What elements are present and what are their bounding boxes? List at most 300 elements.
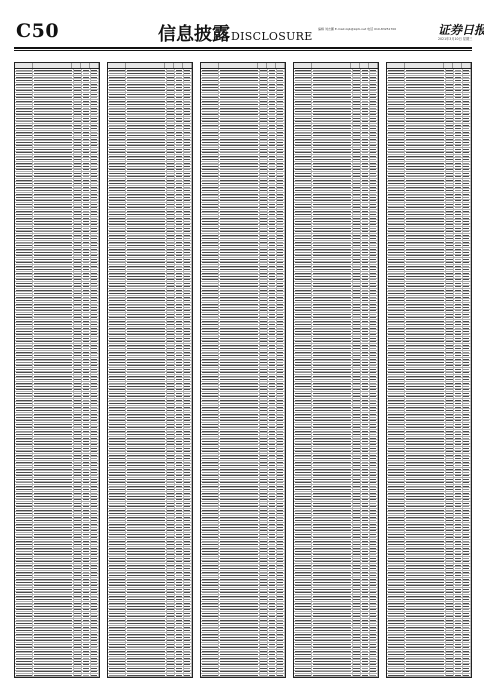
table-cell xyxy=(91,674,99,676)
table-cell xyxy=(74,76,82,78)
table-cell xyxy=(74,169,82,171)
table-cell xyxy=(126,595,166,597)
table-cell xyxy=(268,402,276,404)
table-cell xyxy=(219,320,259,322)
table-cell xyxy=(260,454,268,456)
table-cell xyxy=(277,172,285,174)
table-cell xyxy=(184,609,192,611)
table-cell xyxy=(74,399,82,401)
table-cell xyxy=(260,416,268,418)
table-cell xyxy=(33,616,73,618)
table-cell xyxy=(175,554,183,556)
table-cell xyxy=(260,275,268,277)
table-cell xyxy=(184,499,192,501)
table-cell xyxy=(74,674,82,676)
table-cell xyxy=(268,519,276,521)
table-cell xyxy=(277,385,285,387)
table-cell xyxy=(167,409,175,411)
table-cell xyxy=(74,664,82,666)
table-cell xyxy=(167,416,175,418)
table-cell xyxy=(277,258,285,260)
table-cell xyxy=(33,509,73,511)
table-cell xyxy=(219,172,259,174)
table-cell xyxy=(175,255,183,257)
table-cell xyxy=(201,451,219,453)
table-cell xyxy=(126,523,166,525)
table-cell xyxy=(74,107,82,109)
table-cell xyxy=(33,289,73,291)
table-cell xyxy=(277,310,285,312)
table-cell xyxy=(91,90,99,92)
table-cell xyxy=(277,475,285,477)
table-cell xyxy=(74,323,82,325)
table-cell xyxy=(175,464,183,466)
table-cell xyxy=(74,141,82,143)
table-cell xyxy=(91,502,99,504)
table-cell xyxy=(33,76,73,78)
table-cell xyxy=(219,547,259,549)
table-cell xyxy=(33,550,73,552)
table-cell xyxy=(260,303,268,305)
table-cell xyxy=(260,337,268,339)
table-cell xyxy=(184,423,192,425)
table-cell xyxy=(175,571,183,573)
table-cell xyxy=(108,162,126,164)
table-cell xyxy=(108,358,126,360)
table-cell xyxy=(167,93,175,95)
table-cell xyxy=(219,114,259,116)
table-cell xyxy=(260,103,268,105)
table-cell xyxy=(201,207,219,209)
table-cell xyxy=(277,127,285,129)
table-cell xyxy=(33,310,73,312)
table-cell xyxy=(167,378,175,380)
table-cell xyxy=(184,365,192,367)
table-cell xyxy=(201,330,219,332)
table-cell xyxy=(108,378,126,380)
table-cell xyxy=(175,317,183,319)
table-cell xyxy=(15,347,33,349)
table-cell xyxy=(167,581,175,583)
table-cell xyxy=(175,327,183,329)
table-cell xyxy=(175,598,183,600)
table-cell xyxy=(15,540,33,542)
table-cell xyxy=(184,224,192,226)
table-cell xyxy=(277,313,285,315)
table-cell xyxy=(184,636,192,638)
table-cell xyxy=(184,440,192,442)
table-cell xyxy=(74,217,82,219)
table-cell xyxy=(33,385,73,387)
table-cell xyxy=(108,385,126,387)
table-cell xyxy=(33,134,73,136)
table-cell xyxy=(74,540,82,542)
table-cell xyxy=(268,327,276,329)
table-cell xyxy=(184,378,192,380)
table-cell xyxy=(260,382,268,384)
table-cell xyxy=(260,526,268,528)
table-cell xyxy=(33,495,73,497)
table-cell xyxy=(268,296,276,298)
table-cell xyxy=(277,416,285,418)
table-cell xyxy=(91,341,99,343)
table-cell xyxy=(108,289,126,291)
table-cell xyxy=(167,502,175,504)
table-cell xyxy=(260,265,268,267)
table-cell xyxy=(201,72,219,74)
table-cell xyxy=(91,461,99,463)
table-cell xyxy=(268,378,276,380)
table-cell xyxy=(219,279,259,281)
table-cell xyxy=(82,567,90,569)
table-cell xyxy=(260,93,268,95)
table-cell xyxy=(108,598,126,600)
table-cell xyxy=(175,643,183,645)
table-cell xyxy=(184,138,192,140)
table-cell xyxy=(167,152,175,154)
table-cell xyxy=(108,667,126,669)
table-cell xyxy=(33,677,73,678)
table-cell xyxy=(175,609,183,611)
table-cell xyxy=(219,265,259,267)
table-cell xyxy=(126,100,166,102)
table-cell xyxy=(15,512,33,514)
table-cell xyxy=(219,100,259,102)
table-cell xyxy=(184,189,192,191)
table-cell xyxy=(91,457,99,459)
table-cell xyxy=(33,372,73,374)
table-cell xyxy=(91,512,99,514)
table-cell xyxy=(175,653,183,655)
table-cell xyxy=(126,69,166,71)
table-cell xyxy=(33,365,73,367)
table-cell xyxy=(33,344,73,346)
table-cell xyxy=(201,485,219,487)
table-cell xyxy=(74,131,82,133)
table-cell xyxy=(175,365,183,367)
table-cell xyxy=(175,595,183,597)
table-cell xyxy=(260,124,268,126)
table-cell xyxy=(126,323,166,325)
table-cell xyxy=(184,647,192,649)
table-cell xyxy=(167,540,175,542)
table-cell xyxy=(91,557,99,559)
table-cell xyxy=(82,268,90,270)
table-cell xyxy=(167,176,175,178)
table-cell xyxy=(260,286,268,288)
table-cell xyxy=(91,117,99,119)
table-cell xyxy=(15,516,33,518)
table-cell xyxy=(184,303,192,305)
table-cell xyxy=(219,224,259,226)
table-cell xyxy=(175,100,183,102)
table-cell xyxy=(184,677,192,678)
table-cell xyxy=(15,567,33,569)
table-cell xyxy=(184,492,192,494)
table-cell xyxy=(15,103,33,105)
table-cell xyxy=(184,100,192,102)
table-cell xyxy=(201,262,219,264)
table-cell xyxy=(175,176,183,178)
table-cell xyxy=(33,72,73,74)
table-cell xyxy=(82,650,90,652)
table-cell xyxy=(184,169,192,171)
table-cell xyxy=(126,602,166,604)
table-cell xyxy=(277,457,285,459)
table-cell xyxy=(175,499,183,501)
table-cell xyxy=(277,427,285,429)
table-cell xyxy=(277,110,285,112)
table-cell xyxy=(74,420,82,422)
table-cell xyxy=(201,200,219,202)
table-cell xyxy=(15,588,33,590)
table-cell xyxy=(219,506,259,508)
table-cell xyxy=(167,114,175,116)
table-cell xyxy=(74,186,82,188)
table-cell xyxy=(33,248,73,250)
table-cell xyxy=(184,351,192,353)
table-cell xyxy=(184,502,192,504)
table-cell xyxy=(74,93,82,95)
table-cell xyxy=(91,523,99,525)
table-cell xyxy=(33,268,73,270)
table-cell xyxy=(268,279,276,281)
table-cell xyxy=(184,323,192,325)
table-cell xyxy=(219,344,259,346)
table-cell xyxy=(184,124,192,126)
table-cell xyxy=(82,564,90,566)
table-cell xyxy=(74,282,82,284)
table-cell xyxy=(15,351,33,353)
table-cell xyxy=(82,196,90,198)
table-cell xyxy=(201,396,219,398)
table-cell xyxy=(33,317,73,319)
table-cell xyxy=(108,526,126,528)
table-cell xyxy=(175,413,183,415)
table-cell xyxy=(167,574,175,576)
table-cell xyxy=(277,114,285,116)
table-cell xyxy=(15,533,33,535)
table-cell xyxy=(108,657,126,659)
table-cell xyxy=(108,433,126,435)
table-cell xyxy=(201,182,219,184)
table-cell xyxy=(167,595,175,597)
table-cell xyxy=(108,158,126,160)
table-cell xyxy=(33,303,73,305)
table-cell xyxy=(175,131,183,133)
table-cell xyxy=(33,585,73,587)
table-cell xyxy=(74,561,82,563)
table-cell xyxy=(82,516,90,518)
table-cell xyxy=(126,258,166,260)
table-cell xyxy=(219,392,259,394)
table-cell xyxy=(126,162,166,164)
table-cell xyxy=(108,674,126,676)
table-cell xyxy=(15,83,33,85)
table-cell xyxy=(108,310,126,312)
table-cell xyxy=(82,427,90,429)
table-cell xyxy=(33,636,73,638)
table-cell xyxy=(33,347,73,349)
table-cell xyxy=(201,433,219,435)
table-cell xyxy=(277,461,285,463)
table-cell xyxy=(33,323,73,325)
table-cell xyxy=(126,127,166,129)
table-cell xyxy=(126,389,166,391)
table-cell xyxy=(260,368,268,370)
table-cell xyxy=(201,334,219,336)
table-cell xyxy=(91,86,99,88)
table-cell xyxy=(82,485,90,487)
table-cell xyxy=(268,509,276,511)
table-cell xyxy=(175,179,183,181)
table-cell xyxy=(268,485,276,487)
table-cell xyxy=(219,148,259,150)
table-cell xyxy=(108,671,126,673)
table-cell xyxy=(201,533,219,535)
table-cell xyxy=(167,423,175,425)
table-cell xyxy=(108,110,126,112)
table-cell xyxy=(74,303,82,305)
table-cell xyxy=(126,179,166,181)
table-cell xyxy=(219,255,259,257)
table-cell xyxy=(260,262,268,264)
table-cell xyxy=(126,372,166,374)
table-cell xyxy=(15,478,33,480)
table-cell xyxy=(33,564,73,566)
table-cell xyxy=(126,619,166,621)
table-cell xyxy=(277,234,285,236)
table-cell xyxy=(74,148,82,150)
table-cell xyxy=(82,90,90,92)
table-cell xyxy=(74,334,82,336)
table-cell xyxy=(175,124,183,126)
table-cell xyxy=(219,509,259,511)
table-cell xyxy=(126,241,166,243)
table-cell xyxy=(268,375,276,377)
table-cell xyxy=(82,227,90,229)
table-cell xyxy=(184,83,192,85)
header-cell xyxy=(90,63,99,68)
table-cell xyxy=(201,385,219,387)
table-cell xyxy=(277,262,285,264)
table-cell xyxy=(33,640,73,642)
table-cell xyxy=(219,69,259,71)
table-cell xyxy=(201,131,219,133)
table-cell xyxy=(126,526,166,528)
table-cell xyxy=(82,282,90,284)
table-cell xyxy=(219,303,259,305)
table-cell xyxy=(268,117,276,119)
table-cell xyxy=(91,200,99,202)
table-cell xyxy=(91,354,99,356)
table-cell xyxy=(108,372,126,374)
table-cell xyxy=(74,83,82,85)
table-cell xyxy=(277,244,285,246)
table-cell xyxy=(167,609,175,611)
table-cell xyxy=(260,488,268,490)
table-cell xyxy=(108,478,126,480)
table-cell xyxy=(82,557,90,559)
table-cell xyxy=(260,114,268,116)
table-cell xyxy=(15,327,33,329)
table-cell xyxy=(82,279,90,281)
table-cell xyxy=(201,213,219,215)
table-cell xyxy=(268,114,276,116)
table-cell xyxy=(260,127,268,129)
table-cell xyxy=(108,306,126,308)
table-cell xyxy=(91,595,99,597)
table-cell xyxy=(74,512,82,514)
table-cell xyxy=(167,358,175,360)
table-cell xyxy=(268,244,276,246)
table-cell xyxy=(108,186,126,188)
table-cell xyxy=(33,103,73,105)
table-cell xyxy=(268,564,276,566)
table-cell xyxy=(74,647,82,649)
table-cell xyxy=(201,488,219,490)
table-cell xyxy=(82,451,90,453)
table-cell xyxy=(201,540,219,542)
table-cell xyxy=(15,650,33,652)
table-cell xyxy=(74,475,82,477)
table-cell xyxy=(268,475,276,477)
table-cell xyxy=(126,114,166,116)
table-cell xyxy=(167,217,175,219)
table-cell xyxy=(167,598,175,600)
table-cell xyxy=(108,127,126,129)
table-cell xyxy=(260,310,268,312)
table-cell xyxy=(260,207,268,209)
table-cell xyxy=(277,200,285,202)
table-cell xyxy=(260,86,268,88)
table-cell xyxy=(74,602,82,604)
table-cell xyxy=(201,399,219,401)
table-cell xyxy=(33,674,73,676)
table-cell xyxy=(74,626,82,628)
header-cell xyxy=(219,63,258,68)
table-cell xyxy=(126,605,166,607)
table-cell xyxy=(277,392,285,394)
table-cell xyxy=(15,471,33,473)
table-cell xyxy=(74,402,82,404)
table-cell xyxy=(91,406,99,408)
table-cell xyxy=(201,79,219,81)
table-cell xyxy=(74,72,82,74)
table-cell xyxy=(74,571,82,573)
table-cell xyxy=(175,248,183,250)
table-cell xyxy=(15,265,33,267)
table-cell xyxy=(277,176,285,178)
table-cell xyxy=(167,402,175,404)
table-cell xyxy=(167,420,175,422)
table-cell xyxy=(74,176,82,178)
table-cell xyxy=(74,478,82,480)
table-cell xyxy=(33,519,73,521)
table-cell xyxy=(268,471,276,473)
table-cell xyxy=(167,664,175,666)
table-cell xyxy=(201,114,219,116)
table-cell xyxy=(260,83,268,85)
table-cell xyxy=(268,543,276,545)
table-cell xyxy=(126,213,166,215)
table-cell xyxy=(108,650,126,652)
table-cell xyxy=(74,657,82,659)
table-cell xyxy=(82,124,90,126)
table-cell xyxy=(15,444,33,446)
table-cell xyxy=(74,444,82,446)
table-cell xyxy=(91,664,99,666)
